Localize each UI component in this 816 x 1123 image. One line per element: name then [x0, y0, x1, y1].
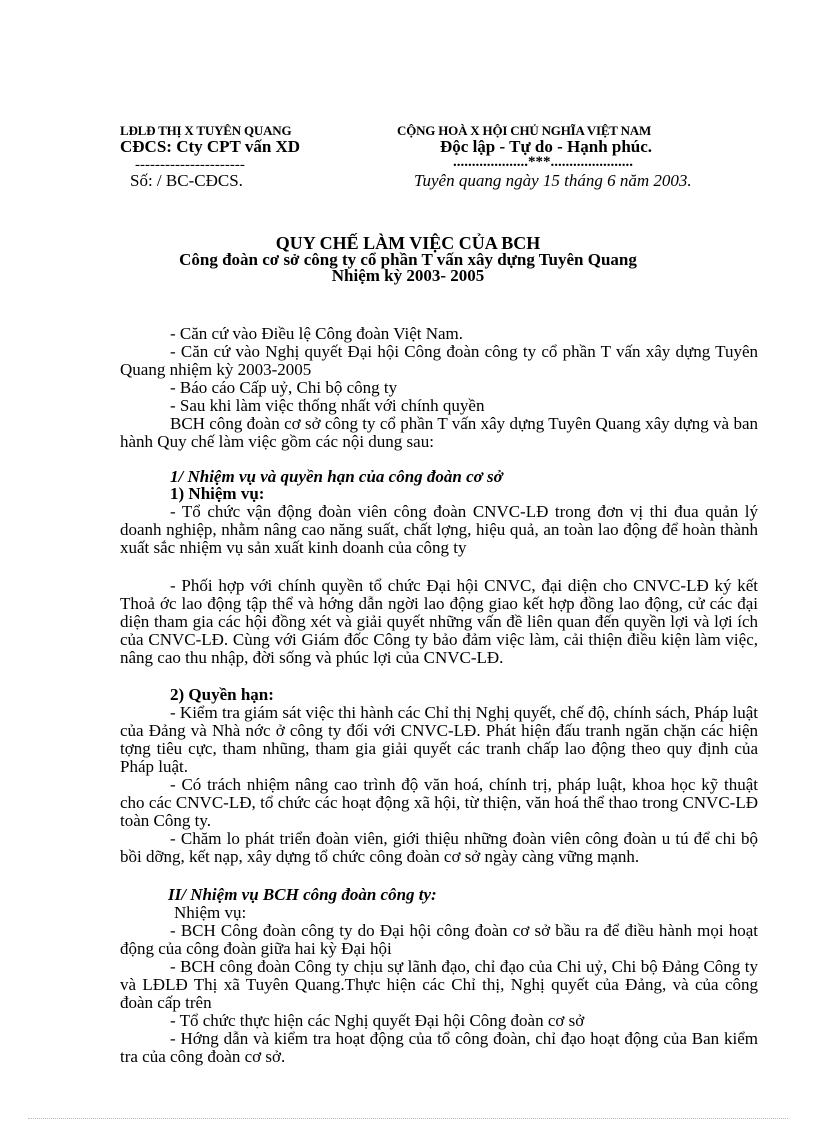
- preamble-item: - Căn cứ vào Điều lệ Công đoàn Việt Nam.: [170, 324, 464, 343]
- page-bottom-divider: [28, 1118, 788, 1119]
- preamble-item: - Sau khi làm việc thống nhất với chính quyền: [170, 396, 485, 415]
- section2-para: - Tổ chức thực hiện các Nghị quyết Đại hội Công đoàn cơ sở: [170, 1011, 585, 1030]
- preamble-item: BCH công đoàn cơ sở công ty cổ phần T vấn xây dựng Tuyên Quang xây dựng và ban hành Quy chế làm việc gồm các nội dung sau:: [120, 414, 758, 451]
- section1-sub2-heading: 2) Quyền hạn:: [170, 685, 274, 704]
- document-title: QUY CHẾ LÀM VIỆC CỦA BCH: [275, 233, 541, 253]
- section1-sub2-para: - Kiểm tra giám sát việc thi hành các Chỉ thị Nghị quyết, chế độ, chính sách, Pháp luật của Đảng và Nhà nớc ở công ty đối với CNVC-LĐ. Phát hiện đấu tranh ngăn chặn các hiện tợng tiêu cực, tham nhũng, tham gia giải quyết các tranh chấp lao động theo quy định của Pháp luật.: [120, 703, 758, 776]
- section2-para: - Hớng dẫn và kiểm tra hoạt động của tổ công đoàn, chỉ đạo hoạt động của Ban kiểm tra của công đoàn cơ sở.: [120, 1029, 758, 1066]
- issuer-separator: ----------------------: [135, 157, 245, 173]
- section2-para: - BCH công đoàn Công ty chịu sự lãnh đạo, chỉ đạo của Chi uỷ, Chi bộ Đảng Công ty và LĐLĐ Thị xã Tuyên Quang.Thực hiện các Chỉ thị, Nghị quyết của Đảng, và của công đoàn cấp trên: [120, 957, 758, 1012]
- preamble-item: - Báo cáo Cấp uỷ, Chi bộ công ty: [170, 378, 398, 397]
- document-subtitle: Công đoàn cơ sở công ty cổ phần T vấn xây dựng Tuyên Quang: [179, 250, 637, 269]
- national-motto: Độc lập - Tự do - Hạnh phúc.: [440, 137, 653, 156]
- section1-heading: 1/ Nhiệm vụ và quyền hạn của công đoàn cơ sở: [170, 467, 503, 486]
- motto-separator: ....................***......................: [453, 154, 633, 170]
- section1-sub1-para: - Phối hợp với chính quyền tổ chức Đại hội CNVC, đại diện cho CNVC-LĐ ký kết Thoả ớc lao động tập thể và hớng dẫn ngời lao động giao kết hợp đồng lao động, cử các đại diện tham gia các hội đồng xét và giải quyết những vấn đề liên quan đến quyền lợi và lợi ích của CNVC-LĐ. Cùng với Giám đốc Công ty bảo đảm việc làm, cải thiện điều kiện làm việc, nâng cao thu nhập, đời sống và phúc lợi của CNVC-LĐ.: [120, 576, 758, 667]
- section1-sub1-heading: 1) Nhiệm vụ:: [170, 484, 265, 503]
- document-term: Nhiệm kỳ 2003- 2005: [331, 266, 485, 285]
- section1-sub2-para: - Có trách nhiệm nâng cao trình độ văn hoá, chính trị, pháp luật, khoa học kỹ thuật cho các CNVC-LĐ, tổ chức các hoạt động xã hội, từ thiện, văn hoá thể thao trong CNVC-LĐ toàn Công ty.: [120, 775, 758, 830]
- section2-intro: Nhiệm vụ:: [174, 903, 247, 922]
- section2-heading: II/ Nhiệm vụ BCH công đoàn công ty:: [168, 885, 437, 904]
- issuer-line1: LĐLĐ THỊ X TUYÊN QUANG: [120, 123, 292, 138]
- document-number: Số: / BC-CĐCS.: [130, 171, 243, 190]
- preamble-item: - Căn cứ vào Nghị quyết Đại hội Công đoàn công ty cổ phần T vấn xây dựng Tuyên Quang nhiệm kỳ 2003-2005: [120, 342, 758, 379]
- section1-sub2-para: - Chăm lo phát triển đoàn viên, giới thiệu những đoàn viên công đoàn u tú để chi bộ bồi dỡng, kết nạp, xây dựng tổ chức công đoàn cơ sở ngày càng vững mạnh.: [120, 829, 758, 866]
- document-date: Tuyên quang ngày 15 tháng 6 năm 2003.: [414, 171, 692, 190]
- section1-sub1-para: - Tổ chức vận động đoàn viên công đoàn CNVC-LĐ trong đơn vị thi đua quản lý doanh nghiệp, nhằm nâng cao năng suất, chất lợng, hiệu quả, an toàn lao động để hoàn thành xuất sắc nhiệm vụ sản xuất kinh doanh của công ty: [120, 502, 758, 557]
- national-title: CỘNG HOÀ X HỘI CHỦ NGHĨA VIỆT NAM: [397, 123, 652, 138]
- issuer-line2: CĐCS: Cty CPT vấn XD: [120, 137, 301, 156]
- section2-para: - BCH Công đoàn công ty do Đại hội công đoàn cơ sở bầu ra để điều hành mọi hoạt động của công đoàn giữa hai kỳ Đại hội: [120, 921, 758, 958]
